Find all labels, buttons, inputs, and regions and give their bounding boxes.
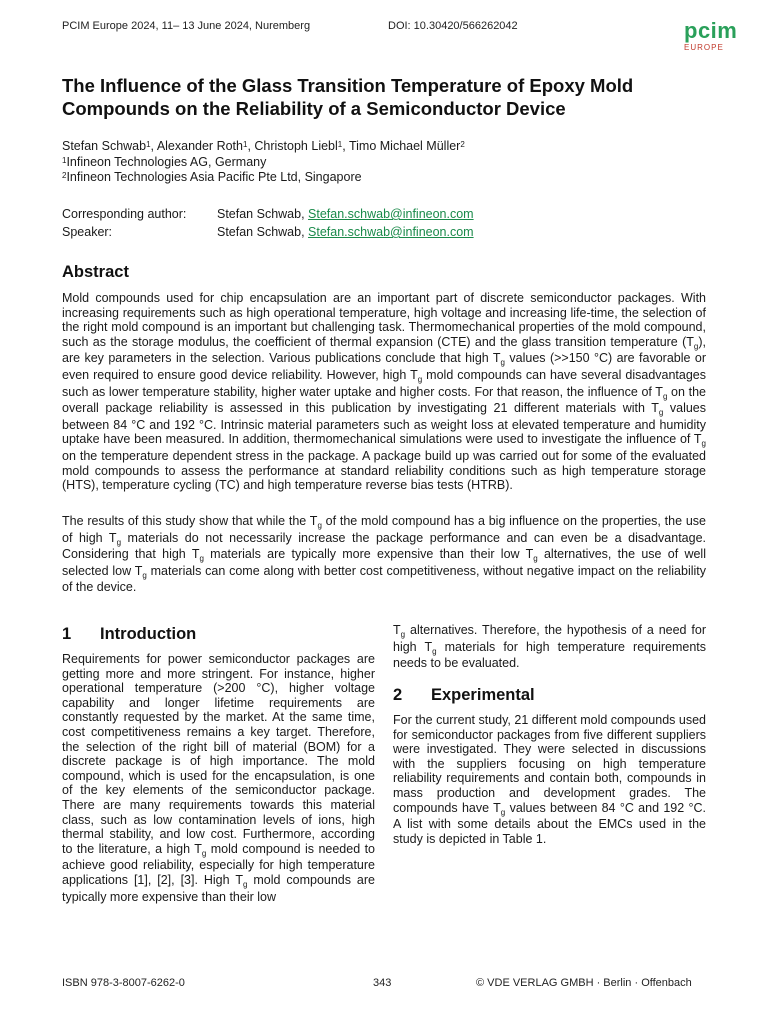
introduction-text-continued: $T_g$ alternatives. Therefore, the hypothesis of a need for high $T_g$ materials for high temperature requirements needs to be evaluated.: [393, 623, 706, 671]
email-link[interactable]: Stefan.schwab@infineon.com: [308, 207, 474, 221]
author: Christoph Liebl: [254, 139, 338, 153]
logo-subtext: EUROPE: [684, 43, 724, 52]
author-affiliation-mark: 2: [460, 140, 465, 149]
contact-name: Stefan Schwab,: [217, 225, 309, 239]
title-line-1: The Influence of the Glass Transition Temperature of Epoxy Mold: [62, 75, 634, 96]
author: Timo Michael Müller: [348, 139, 461, 153]
section-number: 1: [62, 625, 72, 643]
page-number: 343: [373, 977, 392, 989]
section-title: Experimental: [431, 686, 535, 704]
doi: DOI: 10.30420/566262042: [388, 20, 518, 32]
abstract-paragraph-2: The results of this study show that while the $T_g$ of the mold compound has a big influence on the properties, the use of high $T_g$ materials do not necessarily increase the package performance and can even be a disadvantage. Considering that high $T_g$ materials are typically more expensive than their low $T_g$ alternatives, the use of well selected low $T_g$ materials can come along with better cost competitiveness, without negative impact on the reliability of the device.: [62, 514, 706, 595]
experimental-text: For the current study, 21 different mold compounds used for semiconductor packages from five different suppliers were investigated. They were selected in discussions with the suppliers focusing on high temperature reliability requirements and contain both, compounds in mass production and development grades. The compounds have $T_g$ values between 84 °C and 192 °C. A list with some details about the EMCs used in the study is depicted in Table 1.: [393, 713, 707, 846]
section-title: Introduction: [100, 625, 197, 643]
affiliation: [62, 170, 362, 185]
affiliation: [62, 155, 266, 170]
isbn: ISBN 978-3-8007-6262-0: [62, 977, 185, 989]
affiliation-mark: 1: [62, 156, 67, 165]
pcim-logo: [684, 20, 737, 52]
abstract-heading: Abstract: [62, 263, 129, 281]
author: Alexander Roth: [156, 139, 243, 153]
author-separator: ,: [150, 139, 157, 153]
contact-label: Speaker:: [62, 225, 113, 239]
author: Stefan Schwab: [62, 139, 147, 153]
introduction-text: Requirements for power semiconductor packages are getting more and more stringent. For instance, higher operational temperature (>200 °C), higher voltage capability and longer lifetime requirements are constantly requested by the market. At the same time, cost competitiveness remains a key target. Therefore, the selection of the right bill of material (BOM) for a discrete package is of high importance. The mold compound, which is used for the encapsulation, is one of the key elements of the semiconductor package. There are many requirements towards this material class, such as low contamination levels of ions, high thermal stability, and low cost. Furthermore, according to the literature, a high $T_g$ mold compound is needed to achieve good reliability, especially for high temperature applications [1], [2], [3]. High $T_g$ mold compounds are typically more expensive than their low: [62, 652, 376, 904]
author-separator: ,: [247, 139, 255, 153]
abstract-paragraph-1: Mold compounds used for chip encapsulation are an important part of discrete semiconductor packages. With increasing requirements such as high operational temperature, high voltage and increasing life-time, the selection of the right mold compound is an important but challenging task. Thermomechanical properties of the mold compound, such as the storage modulus, the coefficient of thermal expansion (CTE) and the glass transition temperature $(T_g)$, are key parameters in the selection. Various publications conclude that high $T_g$ values (>>150 °C) are favorable or even required to ensure good device reliability. However, high $T_g$ mold compounds can have several disadvantages such as lower temperature stability, higher water uptake and higher costs. For that reason, the influence of $T_g$ on the overall package reliability is assessed in this publication by investigating 21 different materials with $T_g$ values between 84 °C and 192 °C. Intrinsic material parameters such as weight loss at elevated temperature and humidity uptake have been measured. In addition, thermomechanical simulations were used to investigate the influence of $T_g$ on the temperature dependent stress in the package. A package build up was carried out for some of the evaluated mold compounds to assess the performance at standard reliability conditions such as high temperature storage (HTS), temperature cycling (TC) and high temperature reverse bias tests (HTRB).: [62, 291, 706, 493]
affiliation-text: Infineon Technologies AG, Germany: [66, 155, 267, 169]
contact-label: Corresponding author:: [62, 207, 187, 221]
contact-name: Stefan Schwab,: [217, 207, 309, 221]
publisher: © VDE VERLAG GMBH · Berlin · Offenbach: [476, 977, 692, 989]
email-link[interactable]: Stefan.schwab@infineon.com: [308, 225, 474, 239]
logo-text: pcim: [684, 18, 738, 43]
corresponding-author: [62, 206, 474, 223]
conference-header: PCIM Europe 2024, 11– 13 June 2024, Nuremberg: [62, 20, 311, 32]
affiliation-text: Infineon Technologies Asia Pacific Pte Ltd, Singapore: [66, 170, 362, 184]
section-heading-experimental: [393, 686, 535, 705]
section-number: 2: [393, 686, 403, 704]
author-separator: ,: [342, 139, 349, 153]
speaker: [62, 224, 474, 241]
paper-title: [62, 74, 722, 120]
affiliation-mark: 2: [62, 171, 67, 180]
author-list: [62, 139, 465, 154]
author-affiliation-mark: 1: [337, 140, 343, 149]
section-heading-introduction: [62, 625, 196, 644]
title-line-2: Compounds on the Reliability of a Semiconductor Device: [62, 98, 566, 119]
author-affiliation-mark: 1: [242, 140, 248, 149]
author-affiliation-mark: 1: [146, 140, 151, 149]
